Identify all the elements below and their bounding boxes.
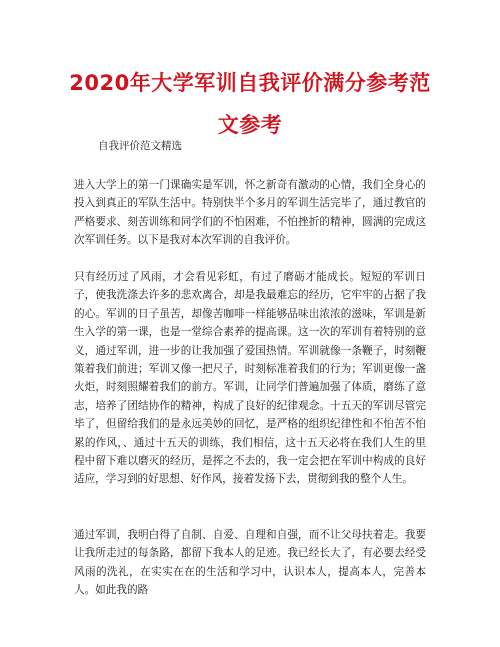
paragraph-2: 只有经历过了风雨，才会看见彩虹，有过了磨砺才能成长。短短的军训日子，使我洗涤去许多的悲欢离合，却是我最难忘的经历，它牢牢的占据了我的心。军训的日子虽苦，却像苦咖啡一样能够品味出浓浓的滋味，军训是新生入学的第一课，也是一堂综合素养的提高课。这一次的军训有着特别的意义，通过军训，进一步的让我加强了爱国热情。军训就像一条鞭子，时刻鞭策着我们前进；军训又像一把尺子，时刻标准着我们的行为；军训更像一盏火炬，时刻照耀着我们的前方。军训，让同学们普遍加强了体质，磨练了意志，培养了团结协作的精神，构成了良好的纪律观念。十五天的军训尽管完毕了，但留给我们的是永远美妙的回忆，是严格的组织纪律性和不怕苦不怕累的作风，、通过十五天的训练，我们相信，这十五天必将在我们人生的里程中留下难以磨灭的经历，是挥之不去的，我一定会把在军训中构成的良好适应，学习到的好思想、好作风，接着发扬下去，贯彻到我的整个人生。 xyxy=(74,271,426,486)
document-title: 2020年大学军训自我评价满分参考范文参考 xyxy=(69,71,431,137)
paragraph-1: 进入大学上的第一门课确实是军训，怀之新奇有激动的心情，我们全身心的投入到真正的军队生活中。特别快半个多月的军训生活完毕了，通过教官的严格要求、刻苦训练和同学们的不怕困难，不怕挫折的精神，圆满的完成这次军训任务。以下是我对本次军训的自我评价。 xyxy=(74,179,426,247)
document-subtitle: 自我评价范文精选 xyxy=(98,140,182,152)
paragraph-3: 通过军训，我明白得了自制、自爱、自理和自强，而不让父母扶着走。我要让我所走过的每条路，都留下我本人的足迹。我已经长大了，有必要去经受风雨的洗礼，在实实在在的生活和学习中，认识本人，提高本人，完善本人。如此我的路 xyxy=(74,529,426,597)
